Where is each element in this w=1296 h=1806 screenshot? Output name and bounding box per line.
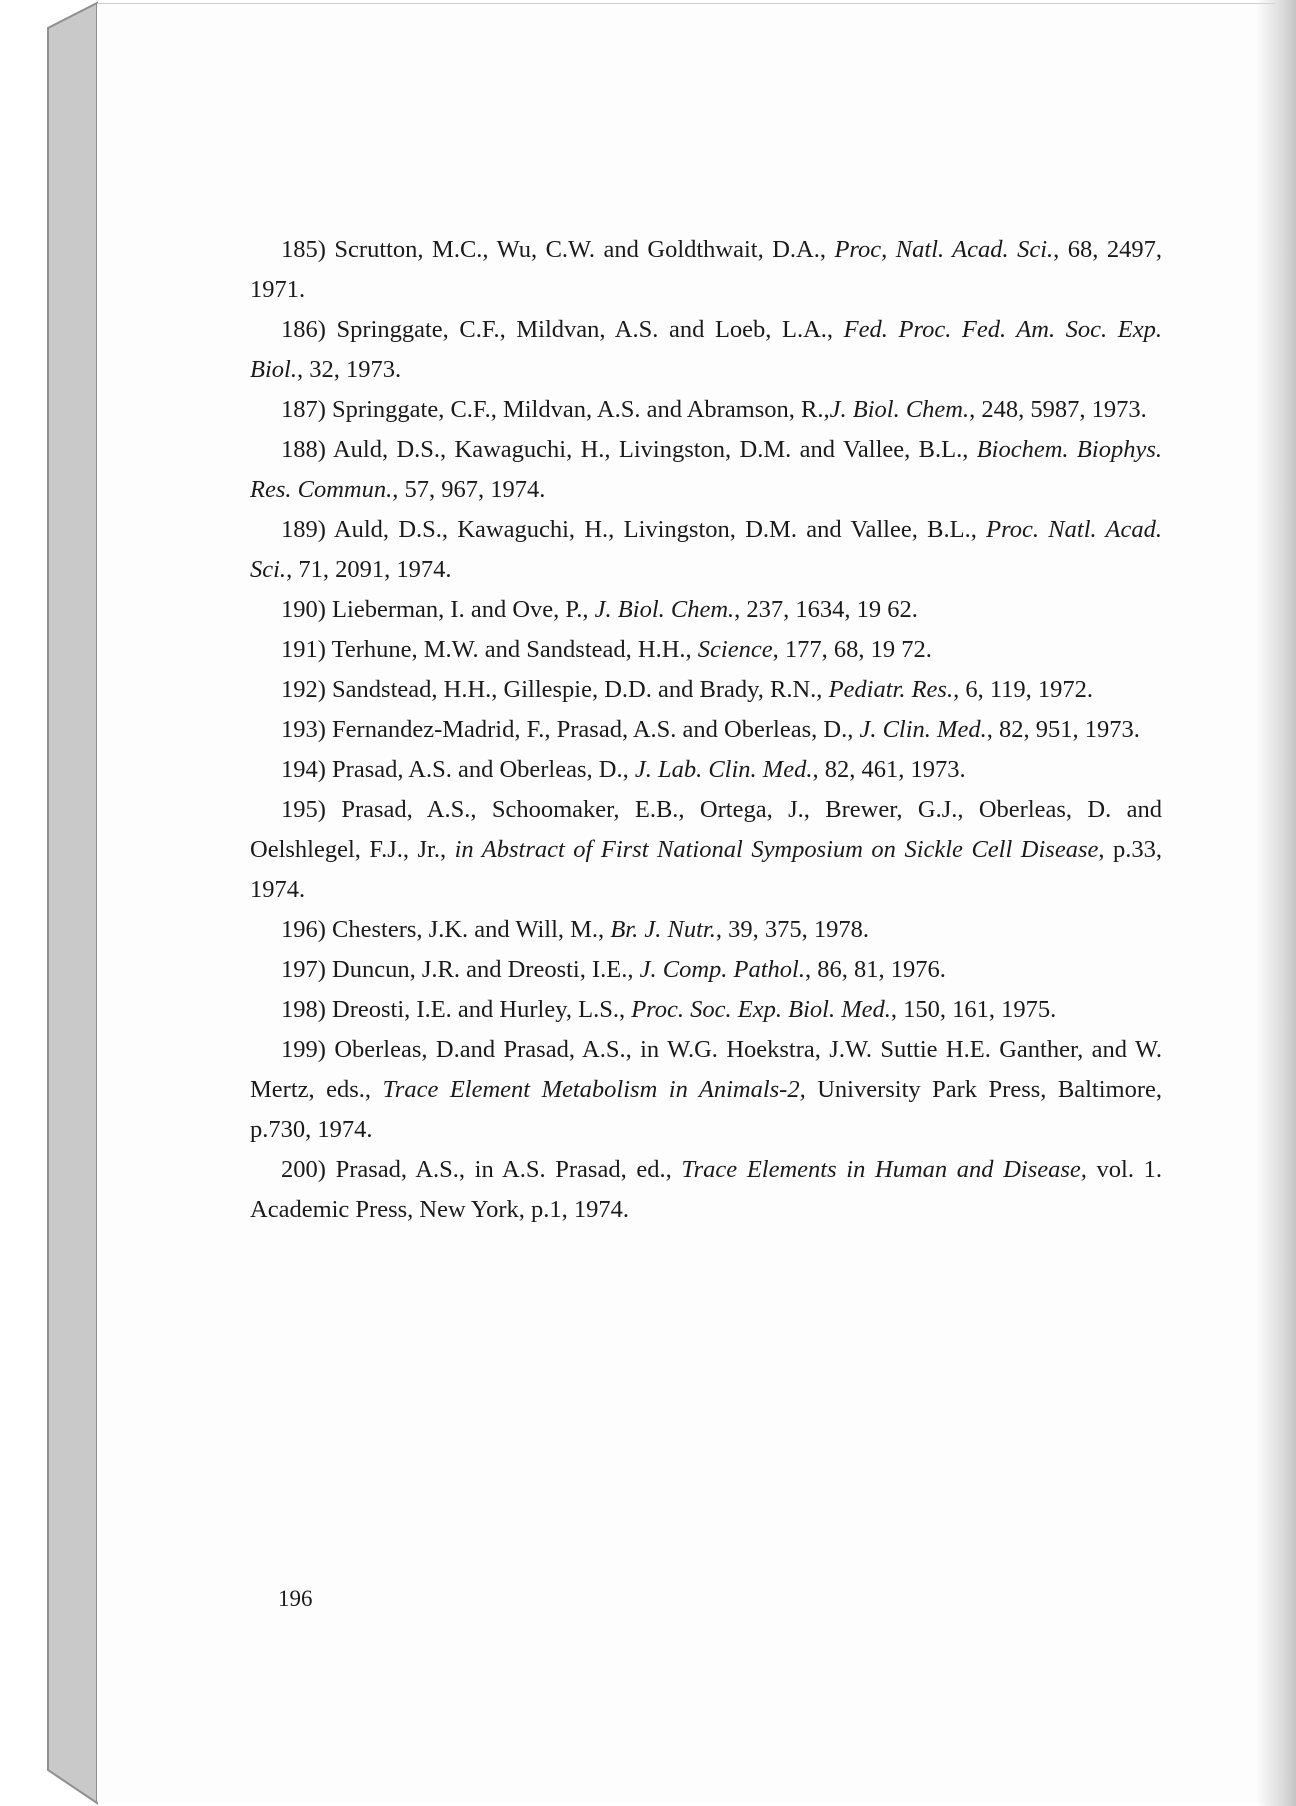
reference-text: , 82, 461, 1973. bbox=[812, 756, 966, 783]
reference-text: Sandstead, H.H., Gillespie, D.D. and Brady, R.N., bbox=[332, 676, 829, 703]
reference-text: , 32, 1973. bbox=[296, 356, 402, 383]
reference-text: Chesters, J.K. and Will, M., bbox=[332, 916, 611, 943]
reference-number: 191) bbox=[281, 636, 326, 663]
reference-text: Prasad, A.S., in A.S. Prasad, ed., bbox=[335, 1156, 682, 1183]
reference-number: 194) bbox=[281, 756, 326, 783]
reference-text: , 82, 951, 1973. bbox=[986, 716, 1140, 743]
reference-item bbox=[250, 310, 1162, 390]
reference-text: Scrutton, M.C., Wu, C.W. and Goldthwait, D.A., bbox=[334, 236, 835, 263]
reference-journal: J. Biol. Chem. bbox=[594, 596, 735, 623]
reference-text: , 248, 5987, 1973. bbox=[969, 396, 1147, 423]
reference-text: , 150, 161, 1975. bbox=[890, 996, 1057, 1023]
reference-item bbox=[250, 950, 1162, 990]
reference-text: , 177, 68, 19 72. bbox=[772, 636, 932, 663]
reference-text: , 57, 967, 1974. bbox=[392, 476, 546, 503]
reference-number: 199) bbox=[281, 1036, 326, 1063]
reference-text: Dreosti, I.E. and Hurley, L.S., bbox=[332, 996, 632, 1023]
reference-item bbox=[250, 990, 1162, 1030]
reference-number: 188) bbox=[281, 436, 326, 463]
reference-text: Duncun, J.R. and Dreosti, I.E., bbox=[332, 956, 640, 983]
reference-number: 185) bbox=[281, 236, 326, 263]
reference-text: , 237, 1634, 19 62. bbox=[734, 596, 918, 623]
reference-text: Prasad, A.S. and Oberleas, D., bbox=[332, 756, 635, 783]
reference-journal: J. Lab. Clin. Med. bbox=[634, 756, 813, 783]
reference-text: Prasad, A.S., Schoomaker, E.B., Ortega, J., Brewer, G.J., Oberleas, D. and Oelshlegel, F.J., Jr., bbox=[250, 796, 1163, 863]
reference-journal: Proc. Soc. Exp. Biol. Med. bbox=[631, 996, 891, 1023]
reference-journal: Pediatr. Res. bbox=[828, 676, 954, 703]
reference-item bbox=[250, 590, 1162, 630]
reference-item bbox=[250, 390, 1162, 430]
reference-number: 193) bbox=[281, 716, 326, 743]
reference-journal: Br. J. Nutr. bbox=[610, 916, 716, 943]
reference-journal: Trace Elements in Human and Disease, bbox=[681, 1156, 1087, 1183]
reference-list bbox=[250, 230, 1162, 1230]
reference-text: , 71, 2091, 1974. bbox=[286, 556, 452, 583]
reference-item bbox=[250, 630, 1162, 670]
reference-text: Springgate, C.F., Mildvan, A.S. and Abramson, R., bbox=[332, 396, 830, 423]
reference-text: Springgate, C.F., Mildvan, A.S. and Loeb, L.A., bbox=[336, 316, 844, 343]
reference-journal: J. Clin. Med. bbox=[859, 716, 987, 743]
reference-text: , 68, 2497, 1971. bbox=[250, 236, 1163, 303]
reference-item bbox=[250, 910, 1162, 950]
reference-text: , 39, 375, 1978. bbox=[715, 916, 869, 943]
reference-journal: Science bbox=[697, 636, 773, 663]
reference-number: 200) bbox=[281, 1156, 326, 1183]
reference-item bbox=[250, 710, 1162, 750]
reference-item bbox=[250, 510, 1162, 590]
reference-number: 187) bbox=[281, 396, 326, 423]
reference-item bbox=[250, 790, 1162, 910]
reference-number: 196) bbox=[281, 916, 326, 943]
reference-text: Oberleas, D.and Prasad, A.S., in W.G. Hoekstra, J.W. Suttie H.E. Ganther, and W. Mertz, eds., bbox=[250, 1036, 1163, 1103]
reference-journal: Biochem. Biophys. Res. Commun. bbox=[250, 436, 1162, 503]
reference-text: , 86, 81, 1976. bbox=[805, 956, 946, 983]
reference-text: , 6, 119, 1972. bbox=[953, 676, 1094, 703]
reference-item bbox=[250, 1030, 1162, 1150]
reference-number: 190) bbox=[281, 596, 326, 623]
reference-journal: Proc. Natl. Acad. Sci. bbox=[250, 516, 1162, 583]
reference-journal: J. Comp. Pathol. bbox=[639, 956, 805, 983]
page-edge-shadow bbox=[1256, 0, 1296, 1806]
page-number: 196 bbox=[278, 1586, 313, 1611]
reference-text: Terhune, M.W. and Sandstead, H.H., bbox=[331, 636, 698, 663]
reference-item bbox=[250, 430, 1162, 510]
reference-text: Auld, D.S., Kawaguchi, H., Livingston, D.M. and Vallee, B.L., bbox=[333, 516, 987, 543]
reference-text: Fernandez-Madrid, F., Prasad, A.S. and Oberleas, D., bbox=[332, 716, 860, 743]
reference-text: , p.33, 1974. bbox=[250, 836, 1163, 903]
reference-number: 198) bbox=[281, 996, 326, 1023]
reference-number: 197) bbox=[281, 956, 326, 983]
reference-number: 192) bbox=[281, 676, 326, 703]
reference-text: University Park Press, Baltimore, p.730, 1974. bbox=[250, 1076, 1163, 1143]
reference-text: Auld, D.S., Kawaguchi, H., Livingston, D.M. and Vallee, B.L., bbox=[332, 436, 977, 463]
reference-item bbox=[250, 670, 1162, 710]
reference-journal: in Abstract of First National Symposium on Sickle Cell Disease bbox=[454, 836, 1099, 863]
reference-journal: Proc, Natl. Acad. Sci. bbox=[834, 236, 1054, 263]
reference-text: vol. 1. Academic Press, New York, p.1, 1974. bbox=[250, 1156, 1163, 1223]
reference-number: 195) bbox=[281, 796, 326, 823]
reference-journal: Fed. Proc. Fed. Am. Soc. Exp. Biol. bbox=[250, 316, 1163, 383]
reference-item bbox=[250, 1150, 1162, 1230]
reference-journal: J. Biol. Chem. bbox=[829, 396, 970, 423]
reference-item bbox=[250, 750, 1162, 790]
reference-number: 189) bbox=[281, 516, 326, 543]
reference-text: Lieberman, I. and Ove, P., bbox=[332, 596, 595, 623]
reference-item bbox=[250, 230, 1162, 310]
reference-journal: Trace Element Metabolism in Animals-2, bbox=[382, 1076, 806, 1103]
reference-number: 186) bbox=[281, 316, 326, 343]
